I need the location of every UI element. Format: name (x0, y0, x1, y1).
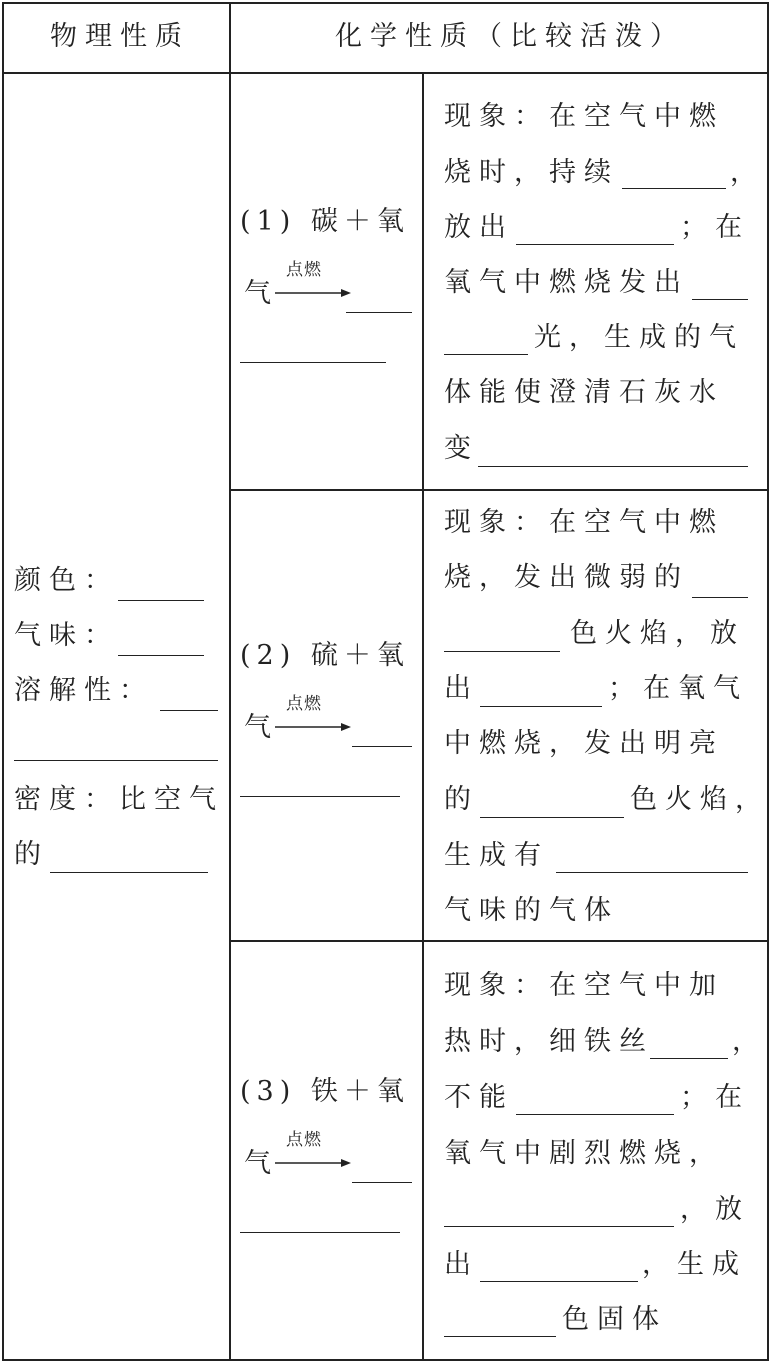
header-chemical: 化学性质（比较活泼） (335, 21, 685, 52)
reaction-2-phen-6a: 的 (444, 784, 479, 815)
reaction-3-phen-6b: ，生成 (642, 1249, 747, 1280)
reaction-1-phen-3a: 放出 (444, 212, 514, 243)
reaction-3-phen-2b: ， (732, 1026, 767, 1057)
reaction-2-equation-prefix: (2) 硫＋氧 (240, 640, 410, 671)
reaction-2-phen-7: 生成有 (444, 840, 549, 871)
reaction-1-phen-4: 氧气中燃烧发出 (444, 267, 689, 298)
solubility-blank-2 (14, 760, 218, 761)
reaction-3-phen-5b: ，放 (680, 1194, 750, 1225)
reaction-3-product-blank-2 (240, 1232, 400, 1233)
table-bottom-border (2, 1359, 769, 1361)
header-bottom-border (2, 72, 769, 74)
table-left-border (2, 2, 4, 1361)
reaction-3-blank-sparks (444, 1226, 674, 1227)
reaction-2-phen-8: 气味的气体 (444, 895, 619, 926)
reaction-1-blank-light-1 (692, 299, 748, 300)
reaction-3-reactant-end: 气 (244, 1148, 279, 1179)
header-physical: 物理性质 (50, 21, 190, 52)
reaction-2-product-blank-1 (352, 746, 412, 747)
reaction-3-phen-6a: 出 (444, 1249, 479, 1280)
reaction-3-blank-heat (480, 1281, 638, 1282)
reaction-1-product-blank-2 (240, 362, 386, 363)
reaction-2-phen-3b: 色火焰，放 (570, 618, 745, 649)
solubility-blank-1 (160, 710, 218, 711)
table-top-border (2, 2, 769, 4)
column-divider-2 (422, 73, 424, 1361)
reaction-1-blank-heat (516, 244, 674, 245)
reaction-1-phen-5b: 光，生成的气 (534, 322, 744, 353)
reaction-2-blank-color-1 (692, 597, 748, 598)
reaction-3-phen-1: 现象：在空气中加 (444, 970, 724, 1001)
reaction-2-phen-6b: 色火焰， (630, 784, 770, 815)
reaction-3-phen-2a: 热时，细铁丝 (444, 1026, 654, 1057)
reaction-2-reactant-end: 气 (244, 712, 279, 743)
column-divider-1 (229, 2, 231, 1361)
density-label-2: 的 (14, 839, 49, 870)
reaction-2-arrow-icon (275, 720, 355, 734)
odor-label: 气味： (14, 620, 119, 651)
reaction-2-phen-4b: ；在氧气 (608, 673, 748, 704)
solubility-label: 溶解性： (14, 675, 154, 706)
reaction-3-phen-4: 氧气中剧烈燃烧， (444, 1138, 724, 1169)
reaction-1-equation-prefix: (1) 碳＋氧 (240, 206, 410, 237)
reaction-1-arrow-icon (275, 286, 355, 300)
reaction-1-blank-turbid (478, 466, 748, 467)
reaction-2-blank-color-2 (444, 651, 560, 652)
reaction-1-blank-glow (622, 188, 726, 189)
reaction-1-phen-7: 变 (444, 433, 479, 464)
reaction-2-blank-flame (480, 817, 624, 818)
reaction-3-blank-solid (444, 1336, 556, 1337)
reaction-3-arrow-icon (275, 1156, 355, 1170)
reaction-1-product-blank-1 (346, 312, 412, 313)
reaction-3-blank-burn (516, 1114, 674, 1115)
reaction-3-phen-3a: 不能 (444, 1082, 514, 1113)
reaction-3-blank-wire (650, 1058, 728, 1059)
color-label: 颜色： (14, 565, 119, 596)
reaction-2-blank-heat (480, 706, 602, 707)
reaction-3-phen-7b: 色固体 (562, 1304, 667, 1335)
reaction-2-product-blank-2 (240, 796, 400, 797)
reaction-1-phen-1: 现象：在空气中燃 (444, 101, 724, 132)
reaction-2-phen-1: 现象：在空气中燃 (444, 507, 724, 538)
reaction-2-phen-2: 烧，发出微弱的 (444, 562, 689, 593)
reaction-1-phen-6: 体能使澄清石灰水 (444, 377, 724, 408)
reaction-1-blank-light-2 (444, 354, 528, 355)
reaction-1-condition: 点燃 (286, 260, 322, 280)
odor-blank (118, 655, 204, 656)
row-divider-2 (230, 940, 769, 942)
table-right-border (767, 2, 769, 1361)
color-blank (118, 600, 204, 601)
density-label-1: 密度：比空气 (14, 784, 224, 815)
row-divider-1 (230, 489, 769, 491)
reaction-1-phen-2b: ， (730, 157, 765, 188)
reaction-2-phen-5: 中燃烧，发出明亮 (444, 728, 724, 759)
reaction-2-phen-4a: 出 (444, 673, 479, 704)
reaction-3-product-blank-1 (352, 1182, 412, 1183)
reaction-3-equation-prefix: (3) 铁＋氧 (240, 1076, 410, 1107)
density-blank (50, 872, 208, 873)
reaction-1-reactant-end: 气 (244, 278, 279, 309)
reaction-2-condition: 点燃 (286, 694, 322, 714)
reaction-3-phen-3b: ；在 (680, 1082, 750, 1113)
reaction-1-phen-2a: 烧时，持续 (444, 157, 619, 188)
reaction-1-phen-3b: ；在 (680, 212, 750, 243)
reaction-2-blank-odor (556, 872, 748, 873)
reaction-3-condition: 点燃 (286, 1130, 322, 1150)
